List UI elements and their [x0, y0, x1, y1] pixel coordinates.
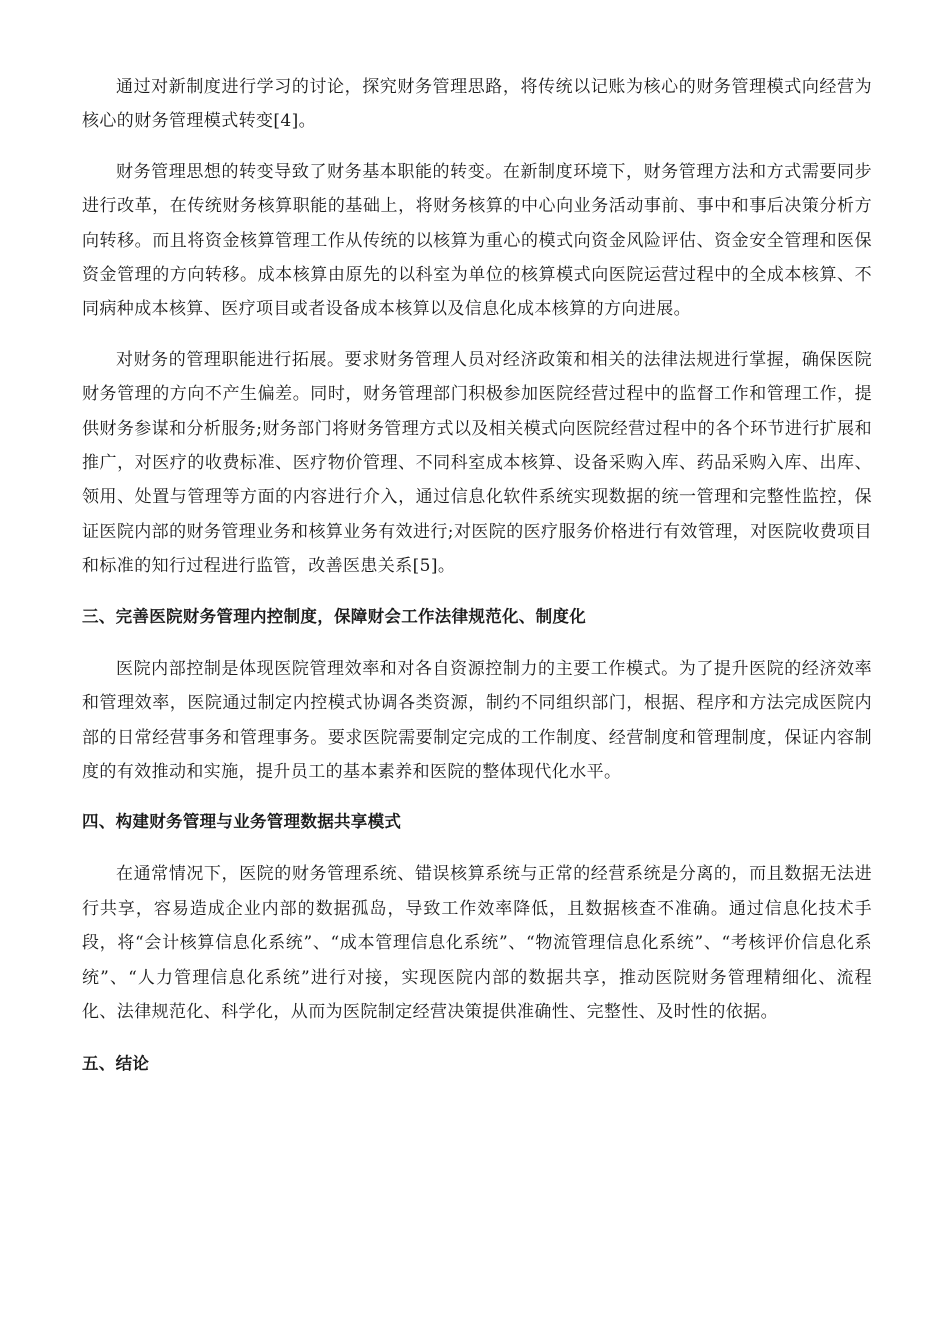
- paragraph-2: 财务管理思想的转变导致了财务基本职能的转变。在新制度环境下，财务管理方法和方式需要同步进行改革，在传统财务核算职能的基础上，将财务核算的中心向业务活动事前、事中和事后决策分析方向转移。而且将资金核算管理工作从传统的以核算为重心的模式向资金风险评估、资金安全管理和医保资金管理的方向转移。成本核算由原先的以科室为单位的核算模式向医院运营过程中的全成本核算、不同病种成本核算、医疗项目或者设备成本核算以及信息化成本核算的方向进展。: [82, 161, 872, 320]
- section-heading-5: 五、结论: [82, 1054, 150, 1074]
- paragraph-3: 对财务的管理职能进行拓展。要求财务管理人员对经济政策和相关的法律法规进行掌握，确保医院财务管理的方向不产生偏差。同时，财务管理部门积极参加医院经营过程中的监督工作和管理工作，提供财务参谋和分析服务;财务部门将财务管理方式以及相关模式向医院经营过程中的各个环节进行扩展和推广，对医疗的收费标准、医疗物价管理、不同科室成本核算、设备采购入库、药品采购入库、出库、领用、处置与管理等方面的内容进行介入，通过信息化软件系统实现数据的统一管理和完整性监控，保证医院内部的财务管理业务和核算业务有效进行;对医院的医疗服务价格进行有效管理，对医院收费项目和标准的知行过程进行监管，改善医患关系[5]。: [82, 349, 872, 577]
- document-page: [82, 70, 872, 1079]
- paragraph-1: 通过对新制度进行学习的讨论，探究财务管理思路，将传统以记账为核心的财务管理模式向经营为核心的财务管理模式转变[4]。: [82, 77, 872, 132]
- paragraph-5: 在通常情况下，医院的财务管理系统、错误核算系统与正常的经营系统是分离的，而且数据无法进行共享，容易造成企业内部的数据孤岛，导致工作效率降低，且数据核查不准确。通过信息化技术手段，将“会计核算信息化系统”、“成本管理信息化系统”、“物流管理信息化系统”、“考核评价信息化系统”、“人力管理信息化系统”进行对接，实现医院内部的数据共享，推动医院财务管理精细化、流程化、法律规范化、科学化，从而为医院制定经营决策提供准确性、完整性、及时性的依据。: [82, 864, 872, 1022]
- paragraph-4: 医院内部控制是体现医院管理效率和对各自资源控制力的主要工作模式。为了提升医院的经济效率和管理效率，医院通过制定内控模式协调各类资源，制约不同组织部门，根据、程序和方法完成医院内部的日常经营事务和管理事务。要求医院需要制定完成的工作制度、经营制度和管理制度，保证内容制度的有效推动和实施，提升员工的基本素养和医院的整体现代化水平。: [82, 658, 872, 782]
- section-heading-4: 四、构建财务管理与业务管理数据共享模式: [82, 812, 402, 832]
- section-heading-3: 三、完善医院财务管理内控制度，保障财会工作法律规范化、制度化: [82, 606, 586, 626]
